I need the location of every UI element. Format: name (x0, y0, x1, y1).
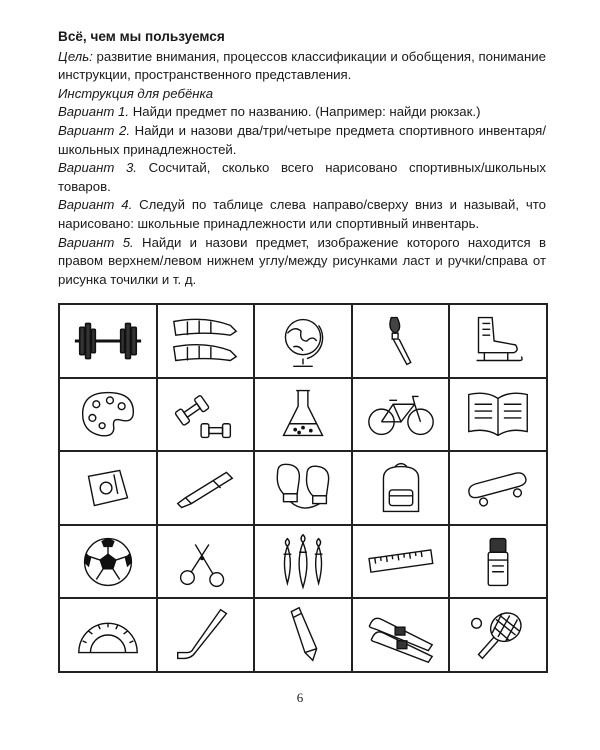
grid-cell (352, 451, 450, 525)
variant-text: Следуй по таблице слева направо/сверху вниз и называй, что нарисовано: школьные принадлежности или спортивный инвентарь. (58, 197, 546, 231)
variant-text: Найди предмет по названию. (Например: найди рюкзак.) (129, 104, 481, 120)
variant-text: Сосчитай, сколько всего нарисовано спортивных/школьных товаров. (58, 160, 546, 194)
grid-cell (157, 378, 255, 452)
flask-icon (264, 383, 342, 445)
grid-cell (449, 525, 547, 599)
grid-cell (254, 598, 352, 672)
grid-cell (157, 525, 255, 599)
goal-text: развитие внимания, процессов классификации и обобщения, понимание инструкции, пространственного представления. (58, 48, 546, 83)
variant-text: Найди и назови два/три/четыре предмета спортивного инвентаря/школьных принадлежностей. (58, 122, 546, 157)
globe-icon (264, 310, 342, 372)
variant-1 (58, 103, 546, 122)
variant-2 (58, 122, 546, 159)
grid-cell (254, 451, 352, 525)
instruction-heading: Инструкция для ребёнка (58, 85, 214, 101)
grid-cell (157, 451, 255, 525)
grid-cell (157, 304, 255, 378)
grid-cell (254, 378, 352, 452)
goal-label: Цель: (58, 48, 93, 64)
grid-cell (59, 525, 157, 599)
ruler-icon (362, 531, 440, 593)
glue-stick-icon (459, 531, 537, 593)
flippers-icon (166, 310, 244, 372)
grid-cell (449, 598, 547, 672)
soccer-ball-icon (69, 531, 147, 593)
variant-5 (58, 234, 546, 290)
grid-cell (59, 451, 157, 525)
skateboard-icon (459, 457, 537, 519)
grid-cell (449, 378, 547, 452)
grid-cell (352, 304, 450, 378)
goal-paragraph (58, 48, 546, 85)
grid-cell (59, 378, 157, 452)
skis-icon (362, 604, 440, 666)
grid-cell (157, 598, 255, 672)
grid-cell (352, 525, 450, 599)
page-title: Всё, чем мы пользуемся (58, 29, 225, 44)
bowling-pins-icon (264, 531, 342, 593)
variant-text: Найди и назови предмет, изображение которого находится в правом верхнем/левом нижнем углу/между рисунками ласт и ручки/справа от рисунка точилки и т. д. (58, 234, 546, 287)
palette-icon (69, 383, 147, 445)
scissors-icon (166, 531, 244, 593)
variant-label: Вариант 2. (58, 122, 131, 138)
bicycle-icon (362, 383, 440, 445)
grid-cell (449, 304, 547, 378)
boxing-gloves-icon (264, 457, 342, 519)
grid-cell (59, 598, 157, 672)
grid-cell (352, 378, 450, 452)
variant-4 (58, 196, 546, 233)
grid-cell (352, 598, 450, 672)
protractor-icon (69, 604, 147, 666)
page-number: 6 (296, 690, 304, 705)
text-block (58, 28, 546, 289)
grid-cell (449, 451, 547, 525)
pencil-icon (264, 604, 342, 666)
grid-cell (59, 304, 157, 378)
grid-cell (254, 525, 352, 599)
variant-label: Вариант 4. (58, 197, 133, 213)
paintbrush-icon (362, 310, 440, 372)
variant-label: Вариант 3. (58, 160, 137, 176)
variant-label: Вариант 5. (58, 234, 134, 250)
dumbbell-icon (166, 383, 244, 445)
barbell-icon (69, 310, 147, 372)
picture-grid (58, 303, 548, 673)
open-book-icon (459, 383, 537, 445)
hockey-stick-icon (166, 604, 244, 666)
variant-label: Вариант 1. (58, 104, 130, 120)
backpack-icon (362, 457, 440, 519)
ice-skate-icon (459, 310, 537, 372)
pencil-sharpener-icon (69, 457, 147, 519)
tennis-racket-icon (459, 604, 537, 666)
variant-3 (58, 159, 546, 196)
pen-icon (166, 457, 244, 519)
grid-cell (254, 304, 352, 378)
